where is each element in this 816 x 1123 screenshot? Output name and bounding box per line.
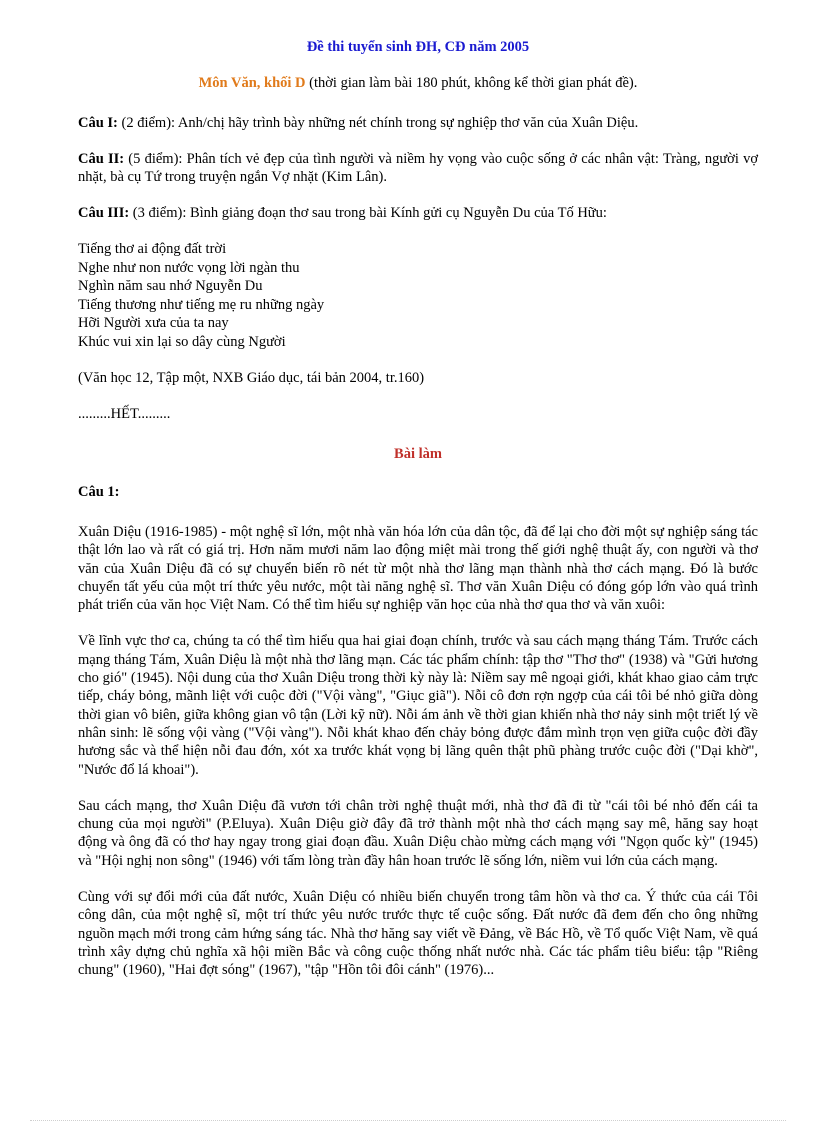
- poem-line: Nghìn năm sau nhớ Nguyễn Du: [78, 278, 263, 294]
- exam-subtitle: [78, 74, 758, 92]
- end-mark: .........HẾT.........: [78, 406, 171, 422]
- poem-source: (Văn học 12, Tập một, NXB Giáo dục, tái bản 2004, tr.160): [78, 370, 425, 386]
- poem-line: Nghe như non nước vọng lời ngàn thu: [78, 259, 300, 276]
- question-text: (3 điểm): Bình giảng đoạn thơ sau trong bài Kính gửi cụ Nguyễn Du của Tố Hữu:: [129, 205, 607, 221]
- question-label: Câu III:: [78, 205, 130, 221]
- question-text: (2 điểm): Anh/chị hãy trình bày những nét chính trong sự nghiệp thơ văn của Xuân Diệu.: [117, 115, 639, 131]
- answer-paragraph: Xuân Diệu (1916-1985) - một nghệ sĩ lớn, một nhà văn hóa lớn của dân tộc, đã để lại cho đời một sự nghiệp sáng tác thật lớn lao và rất có giá trị. Hơn năm mươi năm lao động miệt mài trong thế giới nghệ thuật ấy, con người và thơ văn của Xuân Diệu đã có sự chuyển biến rõ nét từ một nhà thơ lãng mạn thành nhà thơ cách mạng. Đó là bước chuyển tất yếu của một trí thức yêu nước, một tài năng nghệ sĩ. Thơ văn Xuân Diệu có đóng góp lớn vào quá trình phát triển của văn học Việt Nam. Có thể tìm hiểu sự nghiệp văn học của nhà thơ qua thơ và văn xuôi:: [78, 524, 758, 614]
- question-label: Câu I:: [78, 115, 118, 131]
- answer-paragraph: Về lĩnh vực thơ ca, chúng ta có thể tìm hiểu qua hai giai đoạn chính, trước và sau cách mạng tháng Tám. Trước cách mạng tháng Tám, Xuân Diệu là một nhà thơ lãng mạn. Các tác phẩm chính: tập thơ "Thơ thơ" (1938) và "Gửi hương cho gió" (1945). Nội dung của thơ Xuân Diệu trong thời kỳ này là: Niềm say mê ngoại giới, khát khao giao cảm trực tiếp, cháy bỏng, mãnh liệt với cuộc đời ("Vội vàng", "Giục giã"). Nỗi cô đơn rợn ngợp của cái tôi bé nhỏ giữa dòng thời gian vô biên, giữa không gian vô tận (Lời kỹ nữ). Nỗi ám ảnh về thời gian khiến nhà thơ nảy sinh một triết lý về nhân sinh: lẽ sống vội vàng ("Vội vàng"). Nỗi khát khao đến chảy bỏng được đắm mình trọn vẹn giữa cuộc đời đầy hương sắc và thể hiện nỗi đau đớn, xót xa trước khát vọng bị lãng quên thật phũ phàng trước cuộc đời ("Dại khờ", "Nước đổ lá khoai").: [78, 633, 758, 778]
- poem-line: Tiếng thơ ai động đất trời: [78, 241, 227, 257]
- time-note: (thời gian làm bài 180 phút, không kể thời gian phát đề).: [305, 75, 638, 91]
- poem-excerpt: [78, 240, 758, 351]
- answer-question-label: Câu 1:: [78, 484, 120, 500]
- poem-line: Khúc vui xin lại so dây cùng Người: [78, 333, 286, 350]
- page-bottom-divider: [30, 1120, 786, 1121]
- question-1: [78, 114, 758, 132]
- answer-section-title: Bài làm: [394, 446, 442, 462]
- question-2: [78, 150, 758, 186]
- poem-line: Tiếng thương như tiếng mẹ ru những ngày: [78, 296, 325, 313]
- document-page: [78, 38, 758, 998]
- question-text: (5 điểm): Phân tích vẻ đẹp của tình người và niềm hy vọng vào cuộc sống ở các nhân vật: Tràng, người vợ nhặt, bà cụ Tứ trong truyện ngắn Vợ nhặt (Kim Lân).: [78, 151, 758, 185]
- question-label: Câu II:: [78, 151, 125, 167]
- exam-title: Đề thi tuyển sinh ĐH, CĐ năm 2005: [306, 39, 530, 55]
- answer-paragraph: Cùng với sự đổi mới của đất nước, Xuân Diệu có nhiều biến chuyển trong tâm hồn và thơ ca. Ý thức của cái Tôi công dân, của một nghệ sĩ, một trí thức yêu nước trước thực tế cuộc sống. Đất nước đã đem đến cho ông những nguồn mạch mới trong cảm hứng sáng tác. Nhà thơ hăng say viết về Đảng, về Bác Hồ, về Tổ quốc Việt Nam, về quá trình xây dựng chủ nghĩa xã hội miền Bắc và công cuộc thống nhất nước nhà. Các tác phẩm tiêu biểu: tập "Riêng chung" (1960), "Hai đợt sóng" (1967), "tập "Hồn tôi đôi cánh" (1976)...: [78, 889, 758, 979]
- question-3: [78, 204, 758, 222]
- poem-line: Hỡi Người xưa của ta nay: [78, 315, 229, 331]
- subject-label: Môn Văn, khối D: [198, 75, 306, 91]
- answer-paragraph: Sau cách mạng, thơ Xuân Diệu đã vươn tới chân trời nghệ thuật mới, nhà thơ đã đi từ "cái tôi bé nhỏ đến cái ta chung của mọi người" (P.Eluya). Xuân Diệu giờ đây đã trở thành một nhà thơ cách mạng say mê, hăng say hoạt động và ông đã có thơ hay ngay trong giai đoạn đầu. Xuân Diệu chào mừng cách mạng với "Ngọn quốc kỳ" (1945) và "Hội nghị non sông" (1946) với tấm lòng tràn đầy hân hoan trước lẽ sống lớn, niềm vui lớn của cách mạng.: [78, 797, 758, 869]
